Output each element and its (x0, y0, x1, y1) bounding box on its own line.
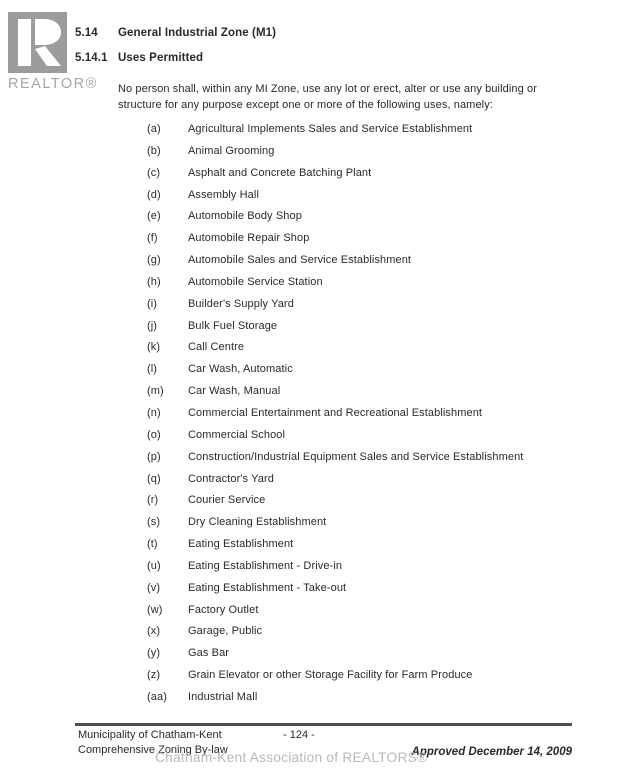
use-item-text: Gas Bar (188, 647, 230, 660)
use-item-text: Animal Grooming (188, 144, 275, 157)
page-number: - 124 - (283, 729, 315, 741)
use-item-text: Automobile Repair Shop (188, 232, 310, 245)
use-item-letter: (j) (147, 319, 158, 332)
use-item (147, 407, 627, 429)
use-item-letter: (t) (147, 538, 158, 551)
use-item (147, 560, 627, 582)
use-item (147, 691, 627, 713)
use-item-letter: (n) (147, 406, 161, 419)
use-item-letter: (v) (147, 581, 161, 594)
use-item-letter: (f) (147, 232, 158, 245)
use-item (147, 210, 627, 232)
use-item (147, 232, 627, 254)
use-item-text: Automobile Service Station (188, 275, 323, 288)
use-item-text: Commercial School (188, 428, 286, 441)
approval-date: Approved December 14, 2009 (411, 746, 572, 758)
use-item-text: Factory Outlet (188, 603, 259, 616)
use-item (147, 385, 627, 407)
use-item-text: Eating Establishment - Drive-in (188, 559, 343, 572)
use-item-letter: (aa) (147, 690, 167, 703)
use-item-letter: (u) (147, 559, 161, 572)
use-item (147, 189, 627, 211)
use-item-text: Garage, Public (188, 625, 263, 638)
section-heading (75, 27, 276, 39)
footer-bylaw-title: Comprehensive Zoning By-law (78, 744, 228, 756)
use-item-letter: (m) (147, 385, 164, 398)
use-item-text: Grain Elevator or other Storage Facility for Farm Produce (188, 669, 473, 682)
use-item-letter: (y) (147, 647, 161, 660)
use-item-letter: (g) (147, 254, 161, 267)
use-item-letter: (z) (147, 669, 161, 682)
realtor-wordmark: REALTOR® (8, 76, 98, 92)
use-item-letter: (c) (147, 166, 161, 179)
use-item (147, 298, 627, 320)
use-item (147, 363, 627, 385)
use-item-text: Automobile Sales and Service Establishment (188, 254, 412, 267)
use-item (147, 604, 627, 626)
subsection-number: 5.14.1 (75, 52, 108, 64)
use-item (147, 429, 627, 451)
use-item (147, 647, 627, 669)
use-item (147, 167, 627, 189)
use-item (147, 494, 627, 516)
use-item-letter: (r) (147, 494, 159, 507)
use-item (147, 451, 627, 473)
use-item-letter: (w) (147, 603, 163, 616)
use-item (147, 320, 627, 342)
use-item-letter: (o) (147, 428, 161, 441)
use-item (147, 582, 627, 604)
realtor-r-icon (8, 12, 67, 73)
use-item-letter: (k) (147, 341, 161, 354)
use-item-letter: (i) (147, 297, 158, 310)
use-item-text: Commercial Entertainment and Recreational Establishment (188, 406, 483, 419)
use-item-text: Eating Establishment (188, 538, 294, 551)
use-item-text: Eating Establishment - Take-out (188, 581, 347, 594)
use-item-letter: (q) (147, 472, 161, 485)
permitted-uses-list (147, 123, 627, 713)
use-item (147, 145, 627, 167)
section-number: 5.14 (75, 27, 98, 39)
use-item (147, 123, 627, 145)
use-item (147, 276, 627, 298)
use-item-letter: (l) (147, 363, 158, 376)
use-item-text: Agricultural Implements Sales and Service Establishment (188, 123, 473, 135)
footer-divider (75, 723, 572, 726)
use-item-letter: (h) (147, 275, 161, 288)
subsection-title: Uses Permitted (118, 52, 204, 64)
use-item-letter: (e) (147, 210, 161, 223)
use-item-text: Bulk Fuel Storage (188, 319, 278, 332)
use-item (147, 625, 627, 647)
use-item (147, 669, 627, 691)
use-item-letter: (d) (147, 188, 161, 201)
use-item (147, 341, 627, 363)
use-item-text: Construction/Industrial Equipment Sales and Service Establishment (188, 450, 524, 463)
use-item-text: Courier Service (188, 494, 266, 507)
use-item-letter: (x) (147, 625, 161, 638)
use-item-letter: (p) (147, 450, 161, 463)
section-title: General Industrial Zone (M1) (118, 27, 277, 39)
use-item-text: Asphalt and Concrete Batching Plant (188, 166, 372, 179)
use-item-text: Assembly Hall (188, 188, 259, 201)
footer-municipality: Municipality of Chatham-Kent (78, 729, 222, 741)
use-item-text: Car Wash, Manual (188, 385, 281, 398)
use-item-letter: (s) (147, 516, 161, 529)
use-item-text: Builder's Supply Yard (188, 297, 294, 310)
use-item-letter: (a) (147, 123, 161, 135)
use-item-text: Car Wash, Automatic (188, 363, 293, 376)
use-item-text: Call Centre (188, 341, 245, 354)
intro-paragraph: No person shall, within any MI Zone, use any lot or erect, alter or use any building or structure for any purpose except one or more of the following uses, namely: (118, 83, 537, 111)
association-watermark: Chatham-Kent Association of REALTORS® (155, 750, 428, 765)
use-item (147, 473, 627, 495)
use-item-text: Dry Cleaning Establishment (188, 516, 327, 529)
use-item-text: Industrial Mall (188, 690, 258, 703)
use-item-text: Automobile Body Shop (188, 210, 302, 223)
subsection-heading (75, 52, 203, 64)
use-item-letter: (b) (147, 144, 161, 157)
use-item (147, 516, 627, 538)
use-item (147, 538, 627, 560)
use-item (147, 254, 627, 276)
use-item-text: Contractor's Yard (188, 472, 274, 485)
